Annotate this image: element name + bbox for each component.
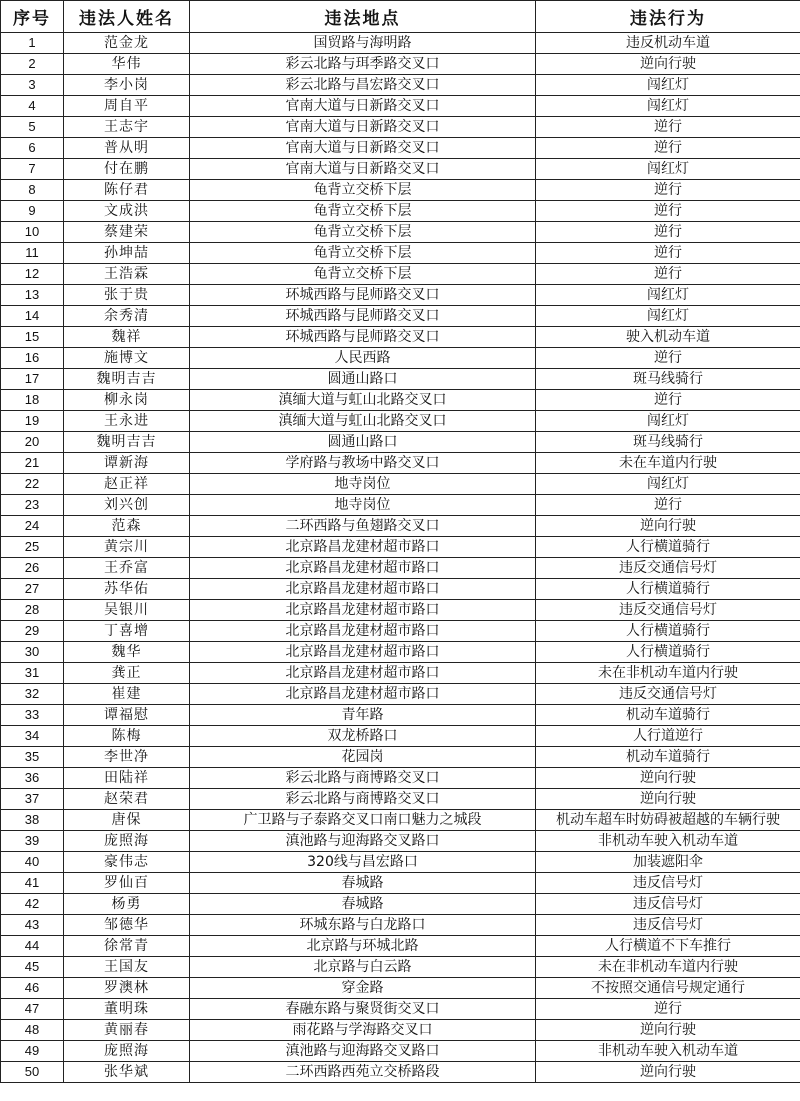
table-row — [1, 957, 800, 978]
violation-location: 圆通山路口 — [190, 369, 536, 390]
table-row — [1, 999, 800, 1020]
row-index: 23 — [1, 495, 64, 516]
violation-location: 穿金路 — [190, 978, 536, 999]
table-row — [1, 180, 800, 201]
violation-type: 闯红灯 — [536, 285, 800, 306]
violator-name: 崔建 — [64, 684, 190, 705]
violation-type: 逆行 — [536, 495, 800, 516]
row-index: 14 — [1, 306, 64, 327]
violator-name: 魏明吉吉 — [64, 369, 190, 390]
violator-name: 龚正 — [64, 663, 190, 684]
violation-location: 北京路昌龙建材超市路口 — [190, 621, 536, 642]
row-index: 1 — [1, 33, 64, 54]
table-row — [1, 390, 800, 411]
violation-type: 逆向行驶 — [536, 1020, 800, 1041]
row-index: 50 — [1, 1062, 64, 1083]
violation-type: 逆行 — [536, 243, 800, 264]
row-index: 38 — [1, 810, 64, 831]
violation-location: 龟背立交桥下层 — [190, 201, 536, 222]
violation-type: 人行横道骑行 — [536, 642, 800, 663]
violator-name: 付在鹏 — [64, 159, 190, 180]
row-index: 21 — [1, 453, 64, 474]
violation-location: 人民西路 — [190, 348, 536, 369]
violation-type: 未在非机动车道内行驶 — [536, 663, 800, 684]
violation-type: 逆向行驶 — [536, 789, 800, 810]
violator-name: 王志宇 — [64, 117, 190, 138]
violation-location: 地寺岗位 — [190, 474, 536, 495]
violator-name: 陈梅 — [64, 726, 190, 747]
table-row — [1, 621, 800, 642]
violation-location: 龟背立交桥下层 — [190, 180, 536, 201]
violation-location: 官南大道与日新路交叉口 — [190, 159, 536, 180]
table-row — [1, 978, 800, 999]
table-row — [1, 768, 800, 789]
row-index: 37 — [1, 789, 64, 810]
table-row — [1, 159, 800, 180]
row-index: 8 — [1, 180, 64, 201]
violator-name: 罗澳林 — [64, 978, 190, 999]
violation-type: 违反信号灯 — [536, 873, 800, 894]
table-row — [1, 726, 800, 747]
violator-name: 王国友 — [64, 957, 190, 978]
violation-type: 人行横道骑行 — [536, 579, 800, 600]
violation-type: 闯红灯 — [536, 75, 800, 96]
violator-name: 魏祥 — [64, 327, 190, 348]
violator-name: 余秀清 — [64, 306, 190, 327]
violation-type: 斑马线骑行 — [536, 369, 800, 390]
row-index: 10 — [1, 222, 64, 243]
header-location: 违法地点 — [190, 1, 536, 33]
violator-name: 吴银川 — [64, 600, 190, 621]
table-header — [1, 1, 800, 33]
violator-name: 唐保 — [64, 810, 190, 831]
violator-name: 豪伟志 — [64, 852, 190, 873]
violation-location: 北京路昌龙建材超市路口 — [190, 579, 536, 600]
table-row — [1, 327, 800, 348]
violation-location: 官南大道与日新路交叉口 — [190, 117, 536, 138]
violation-type: 逆向行驶 — [536, 1062, 800, 1083]
violation-location: 龟背立交桥下层 — [190, 264, 536, 285]
violation-type: 未在车道内行驶 — [536, 453, 800, 474]
table-row — [1, 642, 800, 663]
violation-location: 官南大道与日新路交叉口 — [190, 96, 536, 117]
violator-name: 庞照海 — [64, 831, 190, 852]
table-row — [1, 705, 800, 726]
violation-location: 二环西路西苑立交桥路段 — [190, 1062, 536, 1083]
row-index: 32 — [1, 684, 64, 705]
violation-type: 非机动车驶入机动车道 — [536, 1041, 800, 1062]
table-row — [1, 747, 800, 768]
violator-name: 丁喜增 — [64, 621, 190, 642]
row-index: 28 — [1, 600, 64, 621]
header-violation: 违法行为 — [536, 1, 800, 33]
violator-name: 黄丽春 — [64, 1020, 190, 1041]
violator-name: 张于贵 — [64, 285, 190, 306]
header-row — [1, 1, 800, 33]
violation-location: 双龙桥路口 — [190, 726, 536, 747]
row-index: 33 — [1, 705, 64, 726]
violator-name: 徐常青 — [64, 936, 190, 957]
table-row — [1, 348, 800, 369]
table-row — [1, 285, 800, 306]
table-row — [1, 1041, 800, 1062]
violation-location: 北京路昌龙建材超市路口 — [190, 537, 536, 558]
row-index: 20 — [1, 432, 64, 453]
violator-name: 李小岗 — [64, 75, 190, 96]
violation-type: 人行道逆行 — [536, 726, 800, 747]
violation-type: 人行横道骑行 — [536, 537, 800, 558]
table-row — [1, 474, 800, 495]
violator-name: 董明珠 — [64, 999, 190, 1020]
violator-name: 李世净 — [64, 747, 190, 768]
table-row — [1, 201, 800, 222]
table-row — [1, 369, 800, 390]
violation-type: 违反信号灯 — [536, 915, 800, 936]
violator-name: 普从明 — [64, 138, 190, 159]
violation-location: 北京路昌龙建材超市路口 — [190, 684, 536, 705]
violator-name: 庞照海 — [64, 1041, 190, 1062]
violator-name: 谭福慰 — [64, 705, 190, 726]
violation-location: 北京路昌龙建材超市路口 — [190, 642, 536, 663]
table-row — [1, 117, 800, 138]
violation-type: 机动车超车时妨碍被超越的车辆行驶 — [536, 810, 800, 831]
row-index: 39 — [1, 831, 64, 852]
row-index: 6 — [1, 138, 64, 159]
violator-name: 苏华佑 — [64, 579, 190, 600]
violation-type: 人行横道不下车推行 — [536, 936, 800, 957]
table-row — [1, 915, 800, 936]
violator-name: 施博文 — [64, 348, 190, 369]
violation-type: 违反交通信号灯 — [536, 600, 800, 621]
table-row — [1, 1062, 800, 1083]
violation-type: 逆行 — [536, 264, 800, 285]
violation-type: 逆向行驶 — [536, 768, 800, 789]
violation-location: 滇缅大道与虹山北路交叉口 — [190, 411, 536, 432]
violation-type: 闯红灯 — [536, 159, 800, 180]
row-index: 25 — [1, 537, 64, 558]
table-row — [1, 789, 800, 810]
table-body — [1, 33, 800, 1083]
header-violator-name: 违法人姓名 — [64, 1, 190, 33]
table-row — [1, 411, 800, 432]
violation-type: 违反信号灯 — [536, 894, 800, 915]
row-index: 18 — [1, 390, 64, 411]
violation-location: 北京路昌龙建材超市路口 — [190, 663, 536, 684]
violation-type: 机动车道骑行 — [536, 705, 800, 726]
violation-type: 加装遮阳伞 — [536, 852, 800, 873]
row-index: 26 — [1, 558, 64, 579]
violator-name: 赵荣君 — [64, 789, 190, 810]
violation-location: 滇池路与迎海路交叉路口 — [190, 1041, 536, 1062]
violation-type: 违反交通信号灯 — [536, 684, 800, 705]
row-index: 29 — [1, 621, 64, 642]
row-index: 2 — [1, 54, 64, 75]
violation-location: 春城路 — [190, 873, 536, 894]
violation-location: 环城西路与昆师路交叉口 — [190, 306, 536, 327]
row-index: 34 — [1, 726, 64, 747]
violation-type: 逆行 — [536, 348, 800, 369]
table-row — [1, 537, 800, 558]
violator-name: 罗仙百 — [64, 873, 190, 894]
row-index: 15 — [1, 327, 64, 348]
violation-location: 学府路与教场中路交叉口 — [190, 453, 536, 474]
violator-name: 周自平 — [64, 96, 190, 117]
violation-type: 闯红灯 — [536, 411, 800, 432]
table-row — [1, 810, 800, 831]
violation-type: 逆行 — [536, 999, 800, 1020]
row-index: 4 — [1, 96, 64, 117]
violator-name: 文成洪 — [64, 201, 190, 222]
violator-name: 魏华 — [64, 642, 190, 663]
row-index: 22 — [1, 474, 64, 495]
row-index: 19 — [1, 411, 64, 432]
violation-type: 未在非机动车道内行驶 — [536, 957, 800, 978]
violator-name: 赵正祥 — [64, 474, 190, 495]
violation-location: 雨花路与学海路交叉口 — [190, 1020, 536, 1041]
violation-type: 闯红灯 — [536, 96, 800, 117]
row-index: 17 — [1, 369, 64, 390]
violation-location: 广卫路与子泰路交叉口南口魅力之城段 — [190, 810, 536, 831]
table-row — [1, 831, 800, 852]
row-index: 16 — [1, 348, 64, 369]
violation-location: 滇缅大道与虹山北路交叉口 — [190, 390, 536, 411]
violator-name: 范金龙 — [64, 33, 190, 54]
table-row — [1, 558, 800, 579]
violation-location: 国贸路与海明路 — [190, 33, 536, 54]
violation-type: 机动车道骑行 — [536, 747, 800, 768]
row-index: 35 — [1, 747, 64, 768]
violator-name: 刘兴创 — [64, 495, 190, 516]
row-index: 3 — [1, 75, 64, 96]
violation-type: 违反交通信号灯 — [536, 558, 800, 579]
header-index: 序号 — [1, 1, 64, 33]
violation-type: 违反机动车道 — [536, 33, 800, 54]
row-index: 7 — [1, 159, 64, 180]
violation-type: 逆行 — [536, 222, 800, 243]
violator-name: 蔡建荣 — [64, 222, 190, 243]
table-row — [1, 873, 800, 894]
table-row — [1, 453, 800, 474]
violation-type: 逆行 — [536, 390, 800, 411]
violation-location: 花园岗 — [190, 747, 536, 768]
violator-name: 孙坤喆 — [64, 243, 190, 264]
violation-type: 闯红灯 — [536, 306, 800, 327]
violation-type: 逆向行驶 — [536, 54, 800, 75]
violator-name: 黄宗川 — [64, 537, 190, 558]
violation-location: 二环西路与鱼翅路交叉口 — [190, 516, 536, 537]
violator-name: 王永进 — [64, 411, 190, 432]
row-index: 46 — [1, 978, 64, 999]
table-row — [1, 579, 800, 600]
row-index: 47 — [1, 999, 64, 1020]
row-index: 42 — [1, 894, 64, 915]
row-index: 44 — [1, 936, 64, 957]
violation-location: 北京路昌龙建材超市路口 — [190, 600, 536, 621]
violation-location: 圆通山路口 — [190, 432, 536, 453]
table-row — [1, 432, 800, 453]
table-row — [1, 33, 800, 54]
row-index: 36 — [1, 768, 64, 789]
violation-type: 逆行 — [536, 138, 800, 159]
row-index: 12 — [1, 264, 64, 285]
violator-name: 杨勇 — [64, 894, 190, 915]
violation-location: 环城东路与白龙路口 — [190, 915, 536, 936]
violator-name: 田陆祥 — [64, 768, 190, 789]
violator-name: 谭新海 — [64, 453, 190, 474]
violator-name: 范森 — [64, 516, 190, 537]
violation-type: 驶入机动车道 — [536, 327, 800, 348]
violator-name: 王浩霖 — [64, 264, 190, 285]
violation-location: 春融东路与聚贤街交叉口 — [190, 999, 536, 1020]
violator-name: 华伟 — [64, 54, 190, 75]
violation-location: 春城路 — [190, 894, 536, 915]
row-index: 31 — [1, 663, 64, 684]
table-row — [1, 264, 800, 285]
violator-name: 邹德华 — [64, 915, 190, 936]
violation-type: 不按照交通信号规定通行 — [536, 978, 800, 999]
violation-location: 滇池路与迎海路交叉路口 — [190, 831, 536, 852]
violation-type: 逆向行驶 — [536, 516, 800, 537]
violation-type: 逆行 — [536, 180, 800, 201]
table-row — [1, 54, 800, 75]
violation-location: 龟背立交桥下层 — [190, 222, 536, 243]
violator-name: 张华斌 — [64, 1062, 190, 1083]
violation-location: 龟背立交桥下层 — [190, 243, 536, 264]
table-row — [1, 96, 800, 117]
row-index: 30 — [1, 642, 64, 663]
row-index: 27 — [1, 579, 64, 600]
violation-location: 320线与昌宏路口 — [190, 852, 536, 873]
table-row — [1, 222, 800, 243]
violation-location: 彩云北路与昌宏路交叉口 — [190, 75, 536, 96]
row-index: 9 — [1, 201, 64, 222]
table-row — [1, 243, 800, 264]
row-index: 48 — [1, 1020, 64, 1041]
violation-location: 环城西路与昆师路交叉口 — [190, 327, 536, 348]
row-index: 11 — [1, 243, 64, 264]
row-index: 24 — [1, 516, 64, 537]
row-index: 49 — [1, 1041, 64, 1062]
table-row — [1, 852, 800, 873]
violation-location: 官南大道与日新路交叉口 — [190, 138, 536, 159]
violation-type: 逆行 — [536, 117, 800, 138]
violation-location: 北京路与环城北路 — [190, 936, 536, 957]
violator-name: 陈仔君 — [64, 180, 190, 201]
table-row — [1, 600, 800, 621]
table-row — [1, 684, 800, 705]
table-row — [1, 1020, 800, 1041]
violation-location: 环城西路与昆师路交叉口 — [190, 285, 536, 306]
row-index: 5 — [1, 117, 64, 138]
violation-location: 彩云北路与商博路交叉口 — [190, 768, 536, 789]
row-index: 40 — [1, 852, 64, 873]
table-row — [1, 663, 800, 684]
table-row — [1, 138, 800, 159]
table-row — [1, 936, 800, 957]
violation-location: 彩云北路与珥季路交叉口 — [190, 54, 536, 75]
violation-type: 非机动车驶入机动车道 — [536, 831, 800, 852]
violator-name: 魏明吉吉 — [64, 432, 190, 453]
table-row — [1, 306, 800, 327]
row-index: 43 — [1, 915, 64, 936]
violation-type: 人行横道骑行 — [536, 621, 800, 642]
violation-location: 地寺岗位 — [190, 495, 536, 516]
violator-name: 柳永岗 — [64, 390, 190, 411]
table-row — [1, 495, 800, 516]
row-index: 13 — [1, 285, 64, 306]
row-index: 41 — [1, 873, 64, 894]
violation-location: 北京路与白云路 — [190, 957, 536, 978]
table-row — [1, 894, 800, 915]
table-row — [1, 516, 800, 537]
violation-location: 北京路昌龙建材超市路口 — [190, 558, 536, 579]
violation-type: 闯红灯 — [536, 474, 800, 495]
violation-type: 逆行 — [536, 201, 800, 222]
violation-location: 彩云北路与商博路交叉口 — [190, 789, 536, 810]
violation-location: 青年路 — [190, 705, 536, 726]
row-index: 45 — [1, 957, 64, 978]
table-row — [1, 75, 800, 96]
violation-type: 斑马线骑行 — [536, 432, 800, 453]
violator-name: 王乔富 — [64, 558, 190, 579]
